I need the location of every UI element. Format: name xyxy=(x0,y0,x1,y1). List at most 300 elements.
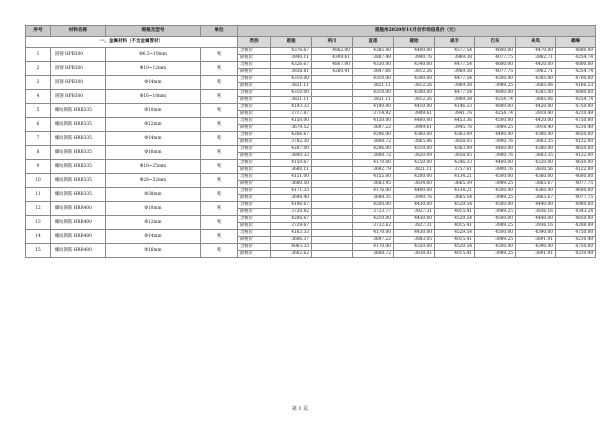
price-cell: 3900.76 xyxy=(475,153,516,160)
price-cell xyxy=(312,237,353,244)
price-cell: 3847.66 xyxy=(353,69,394,76)
price-cell xyxy=(312,188,353,195)
item-spec: Φ16mm xyxy=(106,244,201,258)
item-name: 螺纹钢筋 HRB335 xyxy=(51,132,106,146)
item-spec: Φ6.5~10mm xyxy=(106,48,201,62)
price-cell: 3686.37 xyxy=(271,237,312,244)
price-cell: 4420.00 xyxy=(516,118,556,125)
price-type-label: 除税价 xyxy=(238,69,271,76)
price-type-label: 除税价 xyxy=(238,111,271,118)
price-cell: 3680.50 xyxy=(271,181,312,188)
price-type-label: 含税价 xyxy=(238,160,271,167)
header-row xyxy=(26,26,596,37)
item-name: 螺纹钢筋 HRB335 xyxy=(51,104,106,118)
price-cell: 4750.00 xyxy=(556,230,596,237)
price-type-label: 含税价 xyxy=(238,62,271,69)
price-cell: 4600.00 xyxy=(556,174,596,181)
price-cell: 4400.00 xyxy=(475,146,516,153)
price-cell: 4477.54 xyxy=(435,62,475,69)
table-row xyxy=(26,62,596,69)
item-unit: 吨 xyxy=(201,118,238,132)
col-header-laifeng: 来凤 xyxy=(516,37,556,48)
price-cell: 4750.00 xyxy=(556,118,596,125)
price-cell: 3820.09 xyxy=(394,153,435,160)
price-cell: 4800.00 xyxy=(556,48,596,55)
col-header-jianshi: 建始 xyxy=(394,37,435,48)
price-cell: 4807.00 xyxy=(312,62,353,69)
price-cell: 4310.00 xyxy=(271,90,312,97)
col-header-xianfeng: 咸丰 xyxy=(435,37,475,48)
price-cell: 3989.25 xyxy=(475,251,516,258)
price-cell: 3838.81 xyxy=(394,251,435,258)
price-cell: 4343.24 xyxy=(556,209,596,216)
col-header-xuanen: 宣恩 xyxy=(353,37,394,48)
price-cell: 4015.41 xyxy=(435,223,475,230)
price-cell: 3812.26 xyxy=(394,69,435,76)
price-cell: 3732.62 xyxy=(353,223,394,230)
price-cell xyxy=(312,118,353,125)
price-cell: 4015.41 xyxy=(435,251,475,258)
price-cell xyxy=(312,230,353,237)
price-cell: 4800.00 xyxy=(556,62,596,69)
price-cell: 4320.00 xyxy=(516,160,556,167)
price-type-label: 含税价 xyxy=(238,90,271,97)
price-cell: 3683.95 xyxy=(353,181,394,188)
price-type-label: 含税价 xyxy=(238,104,271,111)
price-cell xyxy=(312,160,353,167)
price-cell: 4200.00 xyxy=(394,174,435,181)
price-cell: 3723.77 xyxy=(353,209,394,216)
price-cell: 3885.06 xyxy=(516,83,556,90)
item-spec: Φ28~32mm xyxy=(106,174,201,188)
table-row xyxy=(26,230,596,237)
price-cell: 4250.00 xyxy=(394,160,435,167)
price-cell: 4170.00 xyxy=(353,160,394,167)
item-number: 12 xyxy=(26,202,51,216)
item-number: 8 xyxy=(26,146,51,160)
price-type-label: 除税价 xyxy=(238,251,271,258)
price-cell: 4400.00 xyxy=(475,160,516,167)
price-type-label: 除税价 xyxy=(238,167,271,174)
item-unit: 吨 xyxy=(201,76,238,90)
price-cell: 3680.11 xyxy=(271,167,312,174)
price-cell: 3865.06 xyxy=(394,139,435,146)
price-cell: 3885.06 xyxy=(516,97,556,104)
price-cell xyxy=(312,90,353,97)
price-cell: 4196.67 xyxy=(271,202,312,209)
price-cell: 4015.41 xyxy=(435,237,475,244)
price-cell: 4254.74 xyxy=(556,97,596,104)
price-cell: 3909.61 xyxy=(394,125,435,132)
price-cell: 4750.00 xyxy=(556,244,596,251)
price-type-label: 含税价 xyxy=(238,244,271,251)
price-cell: 4420.00 xyxy=(516,62,556,69)
price-cell xyxy=(312,125,353,132)
item-spec: Φ16mm xyxy=(106,146,201,160)
price-cell: 3698.35 xyxy=(353,195,394,202)
price-cell: 4500.00 xyxy=(475,202,516,209)
price-cell: 4210.49 xyxy=(556,251,596,258)
item-spec: Φ10mm xyxy=(106,104,201,118)
price-cell: 4300.00 xyxy=(394,90,435,97)
price-cell: 4900.00 xyxy=(556,202,596,209)
item-unit: 吨 xyxy=(201,188,238,202)
price-type-label: 除税价 xyxy=(238,181,271,188)
item-number: 6 xyxy=(26,118,51,132)
item-number: 1 xyxy=(26,48,51,62)
item-number: 5 xyxy=(26,104,51,118)
price-type-label: 除税价 xyxy=(238,237,271,244)
price-cell: 3900.76 xyxy=(475,167,516,174)
price-cell: 4190.00 xyxy=(353,104,394,111)
price-cell: 4077.75 xyxy=(475,55,516,62)
price-type-label: 除税价 xyxy=(238,195,271,202)
price-type-label: 含税价 xyxy=(238,48,271,55)
item-number: 10 xyxy=(26,174,51,188)
price-type-label: 除税价 xyxy=(238,55,271,62)
price-cell: 3821.11 xyxy=(353,97,394,104)
table-row xyxy=(26,48,596,55)
price-cell: 4246.33 xyxy=(435,160,475,167)
price-type-label: 含税价 xyxy=(238,76,271,83)
table-title: 恩施州2020年11月份市场信息价（元） xyxy=(238,26,596,37)
item-spec: Φ18~25mm xyxy=(106,160,201,174)
price-cell: 4600.00 xyxy=(475,48,516,55)
price-cell: 4420.00 xyxy=(516,104,556,111)
price-cell: 3887.48 xyxy=(353,55,394,62)
item-number: 2 xyxy=(26,62,51,76)
price-cell: 4477.54 xyxy=(435,76,475,83)
price-cell: 3900.76 xyxy=(394,195,435,202)
price-cell: 4400.00 xyxy=(394,188,435,195)
price-cell: 4862.00 xyxy=(312,48,353,55)
price-cell xyxy=(312,153,353,160)
price-cell: 4400.00 xyxy=(394,118,435,125)
price-cell: 3821.11 xyxy=(271,97,312,104)
price-cell: 4254.74 xyxy=(556,69,596,76)
table-row xyxy=(26,104,596,111)
item-number: 13 xyxy=(26,216,51,230)
price-cell: 4850.00 xyxy=(556,216,596,223)
price-cell: 4430.00 xyxy=(394,202,435,209)
price-cell: 3821.11 xyxy=(271,83,312,90)
price-type-label: 含税价 xyxy=(238,202,271,209)
price-cell: 4122.00 xyxy=(556,139,596,146)
price-cell: 3918.40 xyxy=(516,111,556,118)
price-cell: 3808.72 xyxy=(353,153,394,160)
price-cell: 4400.00 xyxy=(475,132,516,139)
item-unit: 吨 xyxy=(201,244,238,258)
price-cell: 4529.54 xyxy=(435,244,475,251)
price-cell xyxy=(312,139,353,146)
price-cell: 4385.00 xyxy=(353,48,394,55)
price-cell: 4150.67 xyxy=(271,160,312,167)
item-unit: 吨 xyxy=(201,62,238,76)
price-cell: 3697.22 xyxy=(353,237,394,244)
price-cell: 3989.25 xyxy=(475,237,516,244)
price-cell: 3883.35 xyxy=(516,139,556,146)
price-cell: 4500.00 xyxy=(475,174,516,181)
item-name: 螺纹钢筋 HRB400 xyxy=(51,202,106,216)
price-cell: 3714.92 xyxy=(353,111,394,118)
price-cell: 3927.31 xyxy=(394,209,435,216)
item-spec: Φ10~12mm xyxy=(106,62,201,76)
price-cell: 3969.38 xyxy=(435,97,475,104)
price-cell: 3608.72 xyxy=(353,251,394,258)
item-spec: Φ12mm xyxy=(106,216,201,230)
col-header-lichuan: 利川 xyxy=(312,37,353,48)
price-cell: 3945.76 xyxy=(435,125,475,132)
price-cell: 4122.00 xyxy=(556,167,596,174)
price-cell: 4500.00 xyxy=(475,230,516,237)
price-cell: 4430.00 xyxy=(394,230,435,237)
price-cell: 4254.74 xyxy=(475,97,516,104)
price-cell: 4500.00 xyxy=(475,76,516,83)
price-cell: 4171.33 xyxy=(271,188,312,195)
price-cell: 4310.00 xyxy=(353,76,394,83)
col-header-hefeng: 鹤峰 xyxy=(556,37,596,48)
price-cell: 4477.54 xyxy=(435,90,475,97)
price-cell: 3927.31 xyxy=(394,223,435,230)
price-cell: 4390.00 xyxy=(516,230,556,237)
price-cell: 4390.00 xyxy=(516,244,556,251)
item-spec: Φ14mm xyxy=(106,76,201,90)
item-unit: 吨 xyxy=(201,216,238,230)
price-cell: 4210.49 xyxy=(556,111,596,118)
price-cell: 3697.22 xyxy=(353,125,394,132)
col-header-enshi: 恩施 xyxy=(271,37,312,48)
price-type-label: 除税价 xyxy=(238,139,271,146)
price-cell: 4077.75 xyxy=(556,181,596,188)
price-cell: 3821.11 xyxy=(394,167,435,174)
item-spec: Φ12mm xyxy=(106,118,201,132)
price-cell: 4800.00 xyxy=(475,104,516,111)
price-cell: 3941.76 xyxy=(435,111,475,118)
price-cell: 3883.35 xyxy=(516,153,556,160)
item-name: 螺纹钢筋 HRB400 xyxy=(51,216,106,230)
category-row xyxy=(26,37,596,48)
table-row xyxy=(26,174,596,181)
item-name: 圆钢 HPB300 xyxy=(51,90,106,104)
item-number: 7 xyxy=(26,132,51,146)
price-cell xyxy=(312,209,353,216)
price-cell: 3962.71 xyxy=(516,55,556,62)
col-header-badong: 巴东 xyxy=(475,37,516,48)
price-cell: 4600.00 xyxy=(475,62,516,69)
price-type-label: 除税价 xyxy=(238,83,271,90)
price-type-label: 含税价 xyxy=(238,230,271,237)
price-cell: 3962.71 xyxy=(516,69,556,76)
price-cell xyxy=(312,76,353,83)
price-cell: 4470.00 xyxy=(516,48,556,55)
item-spec: Φ16~18mm xyxy=(106,90,201,104)
price-cell xyxy=(312,195,353,202)
price-cell: 4077.75 xyxy=(556,195,596,202)
price-type-label: 除税价 xyxy=(238,97,271,104)
price-cell: 4380.00 xyxy=(516,146,556,153)
price-cell: 3900.76 xyxy=(394,55,435,62)
price-cell: 4650.00 xyxy=(556,160,596,167)
price-cell: 3665.39 xyxy=(435,181,475,188)
item-name: 螺纹钢筋 HRB400 xyxy=(51,230,106,244)
price-type-label: 除税价 xyxy=(238,153,271,160)
price-cell: 4529.54 xyxy=(435,216,475,223)
price-cell xyxy=(312,104,353,111)
price-cell: 3969.38 xyxy=(435,69,475,76)
price-cell: 3679.52 xyxy=(271,125,312,132)
col-seq-header: 序号 xyxy=(26,26,51,37)
price-cell: 3989.25 xyxy=(475,195,516,202)
price-cell: 4193.33 xyxy=(271,104,312,111)
price-cell: 4650.00 xyxy=(556,146,596,153)
price-cell: 4170.00 xyxy=(353,244,394,251)
price-cell: 3821.11 xyxy=(353,83,394,90)
price-cell: 3720.82 xyxy=(271,209,312,216)
price-cell: 3692.79 xyxy=(353,167,394,174)
price-cell: 3989.25 xyxy=(475,181,516,188)
price-cell: 4330.00 xyxy=(353,62,394,69)
col-unit-header: 单位 xyxy=(201,26,238,37)
price-cell: 4122.00 xyxy=(556,153,596,160)
price-cell: 4200.00 xyxy=(353,202,394,209)
price-cell: 3602.62 xyxy=(271,251,312,258)
price-cell: 3918.40 xyxy=(516,125,556,132)
price-cell: 3858.05 xyxy=(435,153,475,160)
price-cell: 4254.74 xyxy=(556,55,596,62)
price-cell: 4326.67 xyxy=(271,62,312,69)
price-cell: 3729.67 xyxy=(271,223,312,230)
price-cell: 4400.00 xyxy=(394,48,435,55)
price-cell: 4310.00 xyxy=(271,76,312,83)
price-cell: 4650.00 xyxy=(556,132,596,139)
price-cell: 4500.00 xyxy=(475,244,516,251)
item-name: 螺纹钢筋 HRB335 xyxy=(51,160,106,174)
price-type-label: 除税价 xyxy=(238,209,271,216)
price-type-label: 含税价 xyxy=(238,216,271,223)
price-cell: 4309.61 xyxy=(312,55,353,62)
price-cell: 4440.00 xyxy=(516,216,556,223)
price-cell: 3812.26 xyxy=(394,97,435,104)
price-cell: 4350.00 xyxy=(394,244,435,251)
price-cell: 4529.54 xyxy=(435,230,475,237)
price-cell: 3782.30 xyxy=(271,139,312,146)
price-cell xyxy=(312,251,353,258)
price-cell xyxy=(312,83,353,90)
price-cell: 4363.09 xyxy=(435,132,475,139)
price-cell: 3812.26 xyxy=(394,83,435,90)
price-cell: 3757.61 xyxy=(435,167,475,174)
price-cell xyxy=(312,174,353,181)
table-row xyxy=(26,132,596,139)
price-cell: 4300.00 xyxy=(394,76,435,83)
price-cell: 4430.00 xyxy=(394,216,435,223)
item-spec: Φ14mm xyxy=(106,132,201,146)
item-name: 螺纹钢筋 HRB335 xyxy=(51,174,106,188)
page-number: 第 1 页 xyxy=(291,406,309,412)
price-cell: 4298.99 xyxy=(556,223,596,230)
price-cell: 3717.87 xyxy=(271,111,312,118)
price-cell: 4310.00 xyxy=(394,146,435,153)
price-cell xyxy=(312,244,353,251)
item-spec: Φ38mm xyxy=(106,188,201,202)
price-cell: 4170.00 xyxy=(353,230,394,237)
price-cell: 4163.33 xyxy=(271,230,312,237)
price-cell xyxy=(312,216,353,223)
price-cell: 4254.74 xyxy=(475,111,516,118)
price-cell: 4600.00 xyxy=(556,188,596,195)
price-cell: 4750.00 xyxy=(556,104,596,111)
item-unit: 吨 xyxy=(201,202,238,216)
item-name: 螺纹钢筋 HRB400 xyxy=(51,244,106,258)
item-name: 圆钢 HPB300 xyxy=(51,48,106,62)
table-row xyxy=(26,118,596,125)
price-cell: 3865.67 xyxy=(516,195,556,202)
item-number: 15 xyxy=(26,244,51,258)
price-cell: 4385.00 xyxy=(516,76,556,83)
item-name: 圆钢 HPB300 xyxy=(51,76,106,90)
price-type-label: 除税价 xyxy=(238,223,271,230)
price-cell: 4210.49 xyxy=(556,125,596,132)
item-number: 11 xyxy=(26,188,51,202)
col-spec-header: 规格及型号 xyxy=(106,26,201,37)
item-unit: 吨 xyxy=(201,90,238,104)
price-cell: 4210.49 xyxy=(556,237,596,244)
price-type-label: 含税价 xyxy=(238,174,271,181)
price-cell: 4500.00 xyxy=(475,216,516,223)
price-cell: 3698.40 xyxy=(271,195,312,202)
item-spec: Φ10mm xyxy=(106,202,201,216)
price-cell: 4500.00 xyxy=(475,188,516,195)
price-cell: 4146.33 xyxy=(435,104,475,111)
price-cell: 4210.00 xyxy=(353,216,394,223)
price-cell: 4296.00 xyxy=(353,146,394,153)
price-cell: 3890.11 xyxy=(271,55,312,62)
price-cell: 4500.00 xyxy=(475,118,516,125)
price-cell: 3989.25 xyxy=(475,83,516,90)
item-unit: 吨 xyxy=(201,104,238,118)
price-type-label: 含税价 xyxy=(238,118,271,125)
price-cell: 4453.36 xyxy=(435,118,475,125)
price-cell: 4440.00 xyxy=(516,202,556,209)
price-cell: 4700.00 xyxy=(556,76,596,83)
price-cell: 3883.05 xyxy=(394,237,435,244)
category-label: 一、金属材料（不含金属管材） xyxy=(26,37,238,48)
item-unit: 吨 xyxy=(201,146,238,160)
price-cell: 4134.21 xyxy=(435,188,475,195)
price-cell: 4155.00 xyxy=(353,174,394,181)
price-cell: 3865.67 xyxy=(516,181,556,188)
price-type-label: 含税价 xyxy=(238,132,271,139)
item-spec: Φ14mm xyxy=(106,230,201,244)
price-cell: 4800.00 xyxy=(556,90,596,97)
price-cell: 3989.25 xyxy=(475,209,516,216)
price-type-label: 除税价 xyxy=(238,125,271,132)
price-cell: 3891.91 xyxy=(516,237,556,244)
price-cell xyxy=(312,223,353,230)
price-cell: 3969.38 xyxy=(435,55,475,62)
item-unit: 吨 xyxy=(201,160,238,174)
item-unit: 吨 xyxy=(201,174,238,188)
price-cell: 4340.00 xyxy=(394,62,435,69)
price-cell: 4410.00 xyxy=(394,104,435,111)
price-cell: 4063.33 xyxy=(271,244,312,251)
price-cell xyxy=(312,181,353,188)
price-cell: 4150.00 xyxy=(353,118,394,125)
price-cell: 4529.54 xyxy=(435,202,475,209)
price-cell xyxy=(312,202,353,209)
item-number: 3 xyxy=(26,76,51,90)
table-row xyxy=(26,160,596,167)
